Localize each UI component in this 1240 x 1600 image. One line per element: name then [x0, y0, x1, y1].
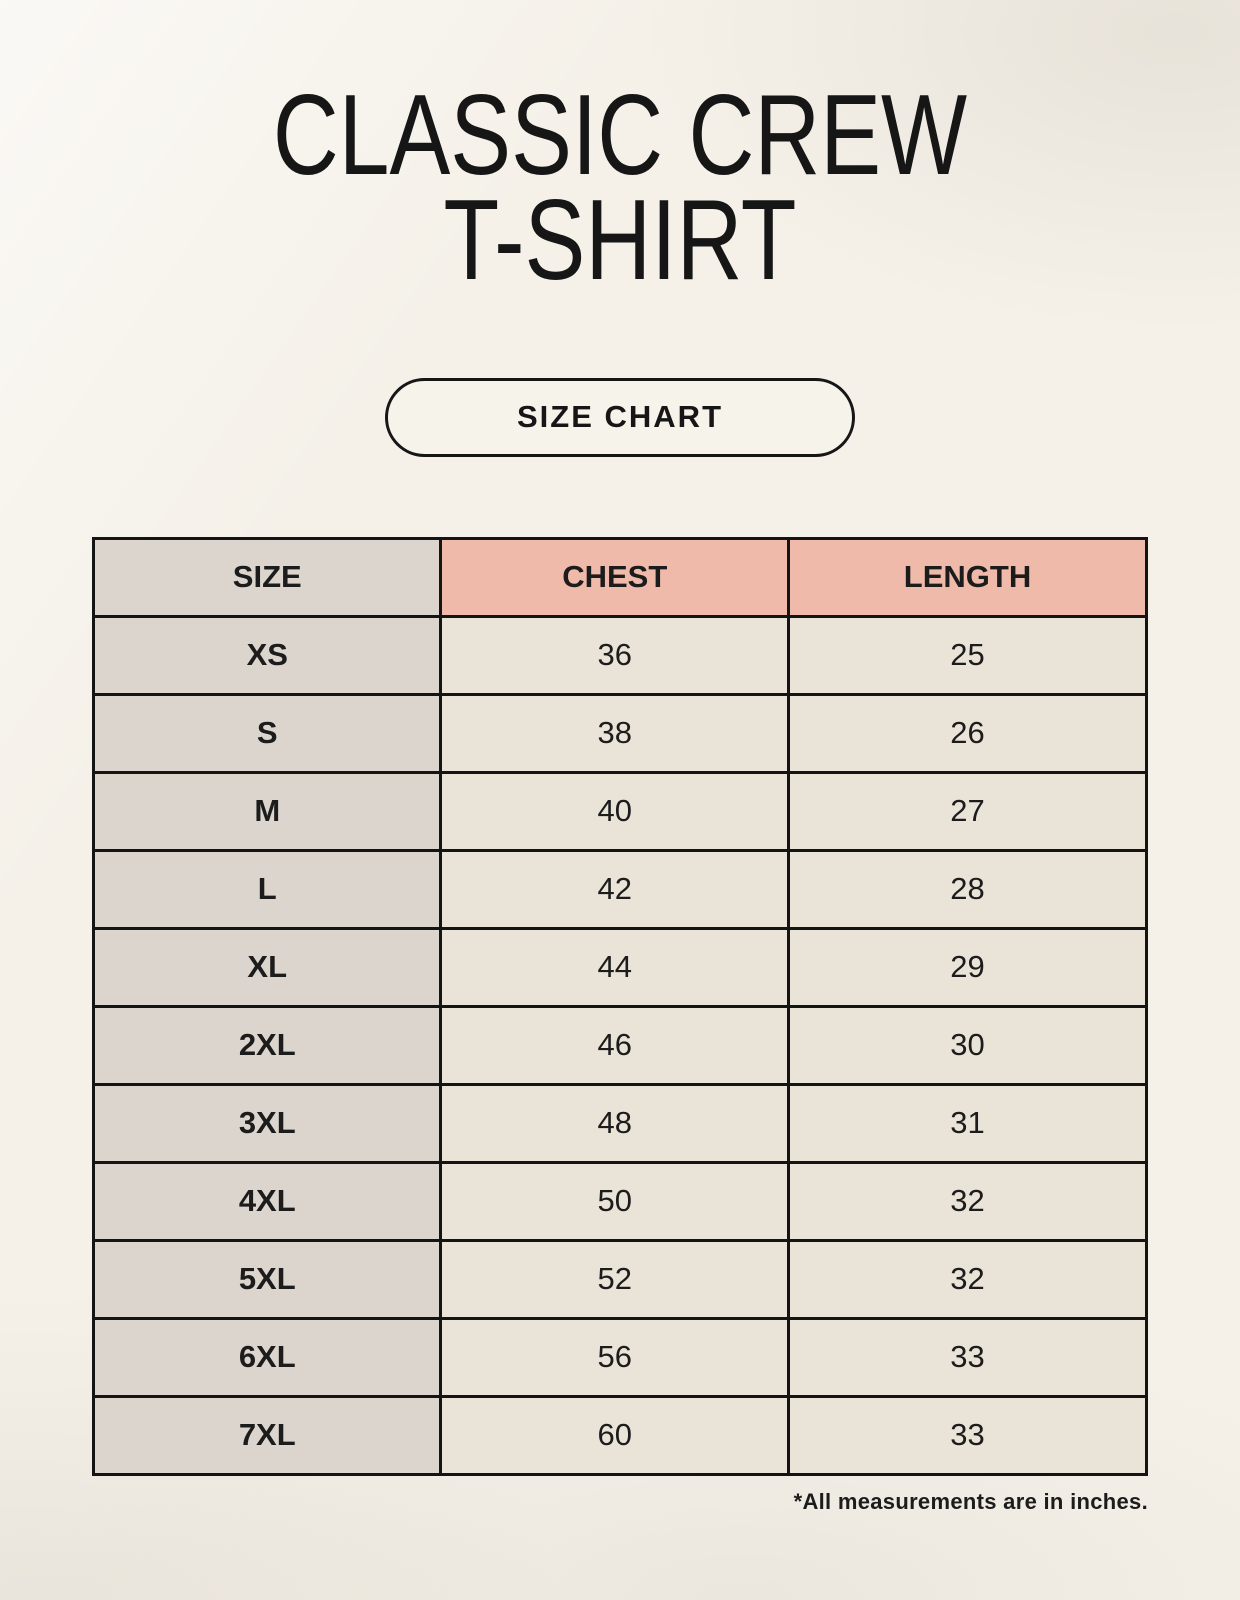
length-cell: 33 — [788, 1396, 1146, 1474]
table-header-row — [94, 538, 1147, 616]
size-cell: 4XL — [94, 1162, 441, 1240]
table-row-m — [94, 772, 1147, 850]
chest-cell: 36 — [441, 616, 788, 694]
size-cell: M — [94, 772, 441, 850]
column-header-size: SIZE — [94, 538, 441, 616]
length-cell: 33 — [788, 1318, 1146, 1396]
size-chart-button[interactable] — [385, 378, 855, 457]
chest-cell: 50 — [441, 1162, 788, 1240]
table-row-6xl — [94, 1318, 1147, 1396]
length-cell: 31 — [788, 1084, 1146, 1162]
size-cell: S — [94, 694, 441, 772]
size-chart-table-container — [92, 537, 1148, 1476]
length-cell: 30 — [788, 1006, 1146, 1084]
table-row-s — [94, 694, 1147, 772]
length-cell: 26 — [788, 694, 1146, 772]
length-cell: 29 — [788, 928, 1146, 1006]
chest-cell: 42 — [441, 850, 788, 928]
page-title — [124, 0, 1116, 304]
length-cell: 32 — [788, 1162, 1146, 1240]
table-row-7xl — [94, 1396, 1147, 1474]
size-cell: 5XL — [94, 1240, 441, 1318]
table-row-5xl — [94, 1240, 1147, 1318]
size-cell: 2XL — [94, 1006, 441, 1084]
chest-cell: 40 — [441, 772, 788, 850]
size-cell: L — [94, 850, 441, 928]
length-cell: 32 — [788, 1240, 1146, 1318]
table-row-xl — [94, 928, 1147, 1006]
measurements-footnote: *All measurements are in inches. — [793, 1488, 1148, 1514]
size-cell: XL — [94, 928, 441, 1006]
size-cell: XS — [94, 616, 441, 694]
column-header-chest: CHEST — [441, 538, 788, 616]
chest-cell: 46 — [441, 1006, 788, 1084]
size-chart-button-label: SIZE CHART — [517, 399, 723, 435]
table-row-xs — [94, 616, 1147, 694]
length-cell: 25 — [788, 616, 1146, 694]
page-title-line-1: CLASSIC CREW — [272, 72, 968, 199]
size-cell: 6XL — [94, 1318, 441, 1396]
length-cell: 27 — [788, 772, 1146, 850]
table-row-4xl — [94, 1162, 1147, 1240]
length-cell: 28 — [788, 850, 1146, 928]
chest-cell: 60 — [441, 1396, 788, 1474]
table-row-l — [94, 850, 1147, 928]
size-cell: 7XL — [94, 1396, 441, 1474]
chest-cell: 52 — [441, 1240, 788, 1318]
size-chart-table — [92, 537, 1148, 1476]
table-row-2xl — [94, 1006, 1147, 1084]
size-cell: 3XL — [94, 1084, 441, 1162]
chest-cell: 48 — [441, 1084, 788, 1162]
chest-cell: 38 — [441, 694, 788, 772]
chest-cell: 56 — [441, 1318, 788, 1396]
table-row-3xl — [94, 1084, 1147, 1162]
column-header-length: LENGTH — [788, 538, 1146, 616]
page-title-line-2: T-SHIRT — [443, 176, 797, 304]
chest-cell: 44 — [441, 928, 788, 1006]
